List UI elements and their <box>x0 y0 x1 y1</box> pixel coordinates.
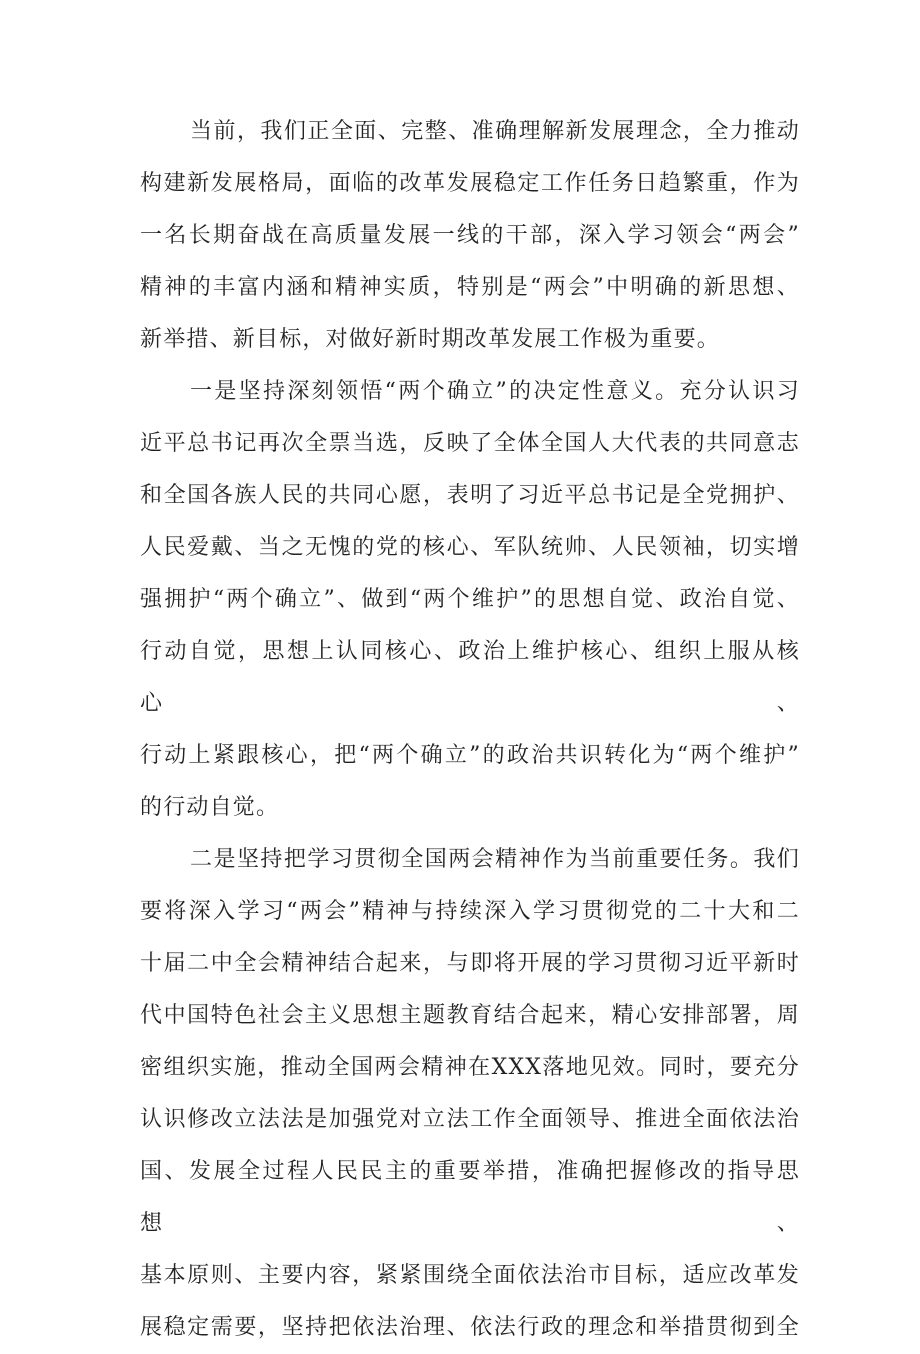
text-line: 新举措、新目标，对做好新时期改革发展工作极为重要。 <box>140 327 721 352</box>
text-line: 当前，我们正全面、完整、准确理解新发展理念，全力推动 <box>190 119 800 144</box>
paragraph-intro <box>140 106 800 366</box>
text-line: 代中国特色社会主义思想主题教育结合起来，精心安排部署，周 <box>140 1003 800 1028</box>
text-line: 人民爱戴、当之无愧的党的核心、军队统帅、人民领袖，切实增 <box>140 535 800 560</box>
text-line: 密组织实施，推动全国两会精神在XXX落地见效。同时，要充分 <box>140 1055 800 1080</box>
text-line: 一是坚持深刻领悟“两个确立”的决定性意义。充分认识习 <box>190 379 800 404</box>
text-line: 十届二中全会精神结合起来，与即将开展的学习贯彻习近平新时 <box>140 951 800 976</box>
paragraph-point-two <box>140 834 800 1354</box>
text-line: 一名长期奋战在高质量发展一线的干部，深入学习领会“两会” <box>140 223 800 248</box>
text-line: 要将深入学习“两会”精神与持续深入学习贯彻党的二十大和二 <box>140 899 800 924</box>
text-line: 行动自觉，思想上认同核心、政治上维护核心、组织上服从核心、 <box>140 639 800 716</box>
text-line: 认识修改立法法是加强党对立法工作全面领导、推进全面依法治 <box>140 1107 800 1132</box>
text-line: 和全国各族人民的共同心愿，表明了习近平总书记是全党拥护、 <box>140 483 800 508</box>
text-line: 基本原则、主要内容，紧紧围绕全面依法治市目标，适应改革发 <box>140 1263 800 1288</box>
text-line: 近平总书记再次全票当选，反映了全体全国人大代表的共同意志 <box>140 431 800 456</box>
text-line: 的行动自觉。 <box>140 795 280 820</box>
text-line: 行动上紧跟核心，把“两个确立”的政治共识转化为“两个维护” <box>140 743 800 768</box>
text-line: 强拥护“两个确立”、做到“两个维护”的思想自觉、政治自觉、 <box>140 587 800 612</box>
text-line: 二是坚持把学习贯彻全国两会精神作为当前重要任务。我们 <box>190 847 800 872</box>
text-line: 精神的丰富内涵和精神实质，特别是“两会”中明确的新思想、 <box>140 275 800 300</box>
document-body <box>140 106 800 1354</box>
text-line: 展稳定需要，坚持把依法治理、依法行政的理念和举措贯彻到全 <box>140 1315 800 1340</box>
text-line: 构建新发展格局，面临的改革发展稳定工作任务日趋繁重，作为 <box>140 171 800 196</box>
text-line: 国、发展全过程人民民主的重要举措，准确把握修改的指导思想、 <box>140 1159 800 1236</box>
paragraph-point-one <box>140 366 800 834</box>
